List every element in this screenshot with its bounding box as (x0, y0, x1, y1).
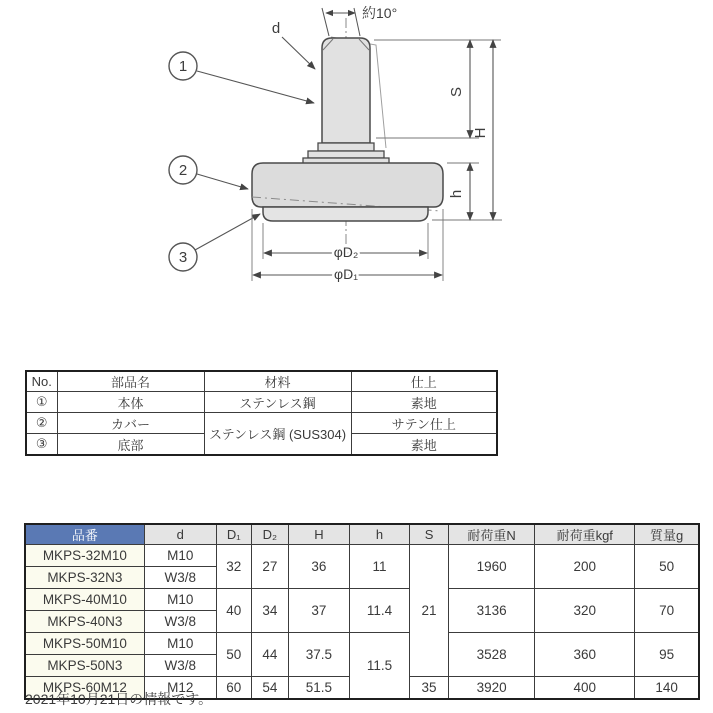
load-n-value: 1960 (449, 545, 535, 589)
spec-table (24, 523, 700, 700)
parts-header-name: 部品名 (57, 371, 204, 392)
callout-1-label: 1 (178, 58, 188, 75)
callout-1 (169, 52, 314, 103)
spec-header-part-no: 品番 (25, 524, 144, 545)
parts-table (25, 370, 498, 456)
thread-size: M10 (144, 633, 216, 655)
part-number: MKPS-60M12 (25, 677, 144, 700)
d2-value: 54 (251, 677, 288, 700)
part-number: MKPS-40N3 (25, 611, 144, 633)
spec-header-d1: D₁ (216, 524, 251, 545)
part-number: MKPS-50M10 (25, 633, 144, 655)
h-cap-value: 37 (288, 589, 349, 633)
parts-row-2 (26, 413, 497, 434)
thread-size: M10 (144, 589, 216, 611)
d1-value: 32 (216, 545, 251, 589)
load-n-value: 3136 (449, 589, 535, 633)
d2-value: 34 (251, 589, 288, 633)
d1-value: 50 (216, 633, 251, 677)
part-name: カバー (57, 413, 204, 434)
spec-header-load-n: 耐荷重N (449, 524, 535, 545)
part-no: ③ (26, 434, 57, 456)
parts-header-row (26, 371, 497, 392)
d1-value: 60 (216, 677, 251, 700)
dim-D1-label: φD₁ (334, 266, 358, 282)
h-cap-value: 36 (288, 545, 349, 589)
part-material: ステンレス鋼 (204, 392, 351, 413)
thread-size: W3/8 (144, 611, 216, 633)
dim-angle-label: 約10° (362, 5, 398, 21)
part-name: 底部 (57, 434, 204, 456)
stem-body (322, 38, 370, 143)
part-number: MKPS-32N3 (25, 567, 144, 589)
part-number: MKPS-50N3 (25, 655, 144, 677)
mass-value: 50 (635, 545, 699, 589)
load-kgf-value: 320 (535, 589, 635, 633)
s-value: 21 (410, 545, 449, 677)
spec-header-h-low: h (349, 524, 409, 545)
d2-value: 44 (251, 633, 288, 677)
base-cover (252, 163, 443, 207)
part-no: ② (26, 413, 57, 434)
h-cap-value: 51.5 (288, 677, 349, 700)
mass-value: 70 (635, 589, 699, 633)
spec-header-load-kgf: 耐荷重kgf (535, 524, 635, 545)
s-value: 35 (410, 677, 449, 700)
load-n-value: 3920 (449, 677, 535, 700)
callout-3-label: 3 (178, 249, 188, 266)
h-low-value: 11.5 (349, 633, 409, 700)
parts-header-no: No. (26, 371, 57, 392)
dim-angle (322, 8, 360, 36)
d1-value: 40 (216, 589, 251, 633)
d2-value: 27 (251, 545, 288, 589)
spec-row-mkps-32m10 (25, 545, 699, 567)
dim-H-label: H (472, 127, 489, 139)
part-material: ステンレス鋼 (SUS304) (204, 413, 351, 456)
h-cap-value: 37.5 (288, 633, 349, 677)
dim-D2-label: φD₂ (333, 244, 359, 260)
spec-header-s: S (410, 524, 449, 545)
load-n-value: 3528 (449, 633, 535, 677)
load-kgf-value: 200 (535, 545, 635, 589)
info-date-note: 2021年10月21日の情報です。 (25, 691, 213, 707)
part-finish: サテン仕上 (351, 413, 497, 434)
stem-collar (303, 143, 389, 164)
spec-header-row (25, 524, 699, 545)
callout-2 (169, 156, 248, 189)
load-kgf-value: 400 (535, 677, 635, 700)
parts-row-1 (26, 392, 497, 413)
thread-size: M12 (144, 677, 216, 700)
load-kgf-value: 360 (535, 633, 635, 677)
part-finish: 素地 (351, 434, 497, 456)
dim-d-label: d (271, 20, 281, 37)
part-finish: 素地 (351, 392, 497, 413)
thread-size: W3/8 (144, 567, 216, 589)
spec-header-d: d (144, 524, 216, 545)
parts-header-material: 材料 (204, 371, 351, 392)
spec-header-mass: 質量g (635, 524, 699, 545)
h-low-value: 11.4 (349, 589, 409, 633)
thread-size: W3/8 (144, 655, 216, 677)
dim-S-label: S (448, 86, 465, 98)
spec-row-mkps-50m10 (25, 633, 699, 655)
spec-header-h-cap: H (288, 524, 349, 545)
part-name: 本体 (57, 392, 204, 413)
part-no: ① (26, 392, 57, 413)
part-number: MKPS-40M10 (25, 589, 144, 611)
callout-2-label: 2 (178, 162, 188, 179)
mass-value: 95 (635, 633, 699, 677)
callout-3 (169, 214, 260, 271)
part-number: MKPS-32M10 (25, 545, 144, 567)
h-low-value: 11 (349, 545, 409, 589)
spec-header-d2: D₂ (251, 524, 288, 545)
spec-row-mkps-40m10 (25, 589, 699, 611)
dim-d-leader (282, 37, 315, 69)
parts-header-finish: 仕上 (351, 371, 497, 392)
leveling-foot-drawing (0, 0, 713, 340)
thread-size: M10 (144, 545, 216, 567)
bottom-pad (263, 207, 428, 221)
dim-h-label: h (448, 189, 465, 199)
mass-value: 140 (635, 677, 699, 700)
